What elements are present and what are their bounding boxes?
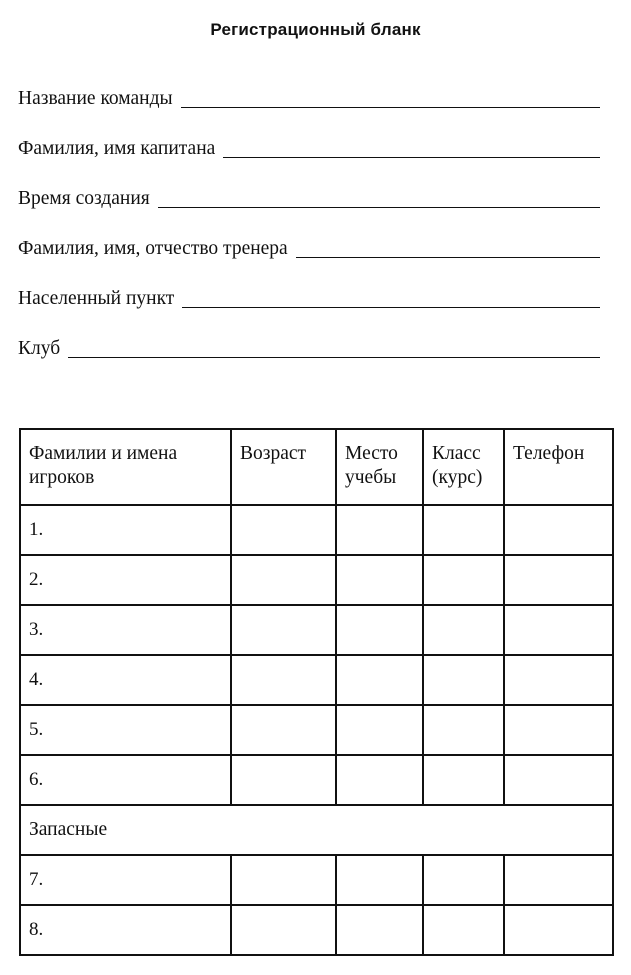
locality-field[interactable] — [18, 284, 600, 310]
row-number[interactable]: 2. — [20, 555, 231, 605]
age-cell[interactable] — [231, 905, 336, 955]
age-cell[interactable] — [231, 555, 336, 605]
header-player-names: Фамилии и имена игроков — [20, 429, 231, 505]
captain-name-label: Фамилия, имя капитана — [18, 138, 216, 159]
school-cell[interactable] — [336, 755, 423, 805]
row-number[interactable]: 3. — [20, 605, 231, 655]
grade-cell[interactable] — [423, 905, 504, 955]
grade-cell[interactable] — [423, 505, 504, 555]
club-line[interactable] — [68, 339, 600, 358]
header-grade: Класс (курс) — [423, 429, 504, 505]
reserve-header-row — [20, 805, 613, 855]
locality-line[interactable] — [182, 289, 600, 308]
grade-cell[interactable] — [423, 705, 504, 755]
table-row — [20, 905, 613, 955]
age-cell[interactable] — [231, 505, 336, 555]
age-cell[interactable] — [231, 855, 336, 905]
header-phone: Телефон — [504, 429, 613, 505]
grade-cell[interactable] — [423, 655, 504, 705]
coach-name-field[interactable] — [18, 234, 600, 260]
table-row — [20, 505, 613, 555]
phone-cell[interactable] — [504, 555, 613, 605]
club-field[interactable] — [18, 334, 600, 360]
phone-cell[interactable] — [504, 655, 613, 705]
team-name-field[interactable] — [18, 84, 600, 110]
table-row — [20, 705, 613, 755]
age-cell[interactable] — [231, 705, 336, 755]
club-label: Клуб — [18, 338, 61, 359]
phone-cell[interactable] — [504, 855, 613, 905]
grade-cell[interactable] — [423, 855, 504, 905]
reserve-label: Запасные — [20, 805, 613, 855]
creation-time-label: Время создания — [18, 188, 150, 209]
row-number[interactable]: 1. — [20, 505, 231, 555]
team-name-label: Название команды — [18, 88, 173, 109]
school-cell[interactable] — [336, 905, 423, 955]
grade-cell[interactable] — [423, 555, 504, 605]
table-row — [20, 855, 613, 905]
phone-cell[interactable] — [504, 605, 613, 655]
table-header-row — [20, 429, 613, 505]
age-cell[interactable] — [231, 655, 336, 705]
table-row — [20, 605, 613, 655]
grade-cell[interactable] — [423, 605, 504, 655]
row-number[interactable]: 5. — [20, 705, 231, 755]
school-cell[interactable] — [336, 705, 423, 755]
table-row — [20, 555, 613, 605]
school-cell[interactable] — [336, 505, 423, 555]
table-row — [20, 755, 613, 805]
captain-name-line[interactable] — [223, 139, 600, 158]
header-school: Место учебы — [336, 429, 423, 505]
phone-cell[interactable] — [504, 705, 613, 755]
phone-cell[interactable] — [504, 755, 613, 805]
locality-label: Населенный пункт — [18, 288, 175, 309]
row-number[interactable]: 8. — [20, 905, 231, 955]
creation-time-field[interactable] — [18, 184, 600, 210]
phone-cell[interactable] — [504, 505, 613, 555]
school-cell[interactable] — [336, 605, 423, 655]
form-title: Регистрационный бланк — [210, 20, 421, 39]
coach-name-line[interactable] — [296, 239, 600, 258]
row-number[interactable]: 6. — [20, 755, 231, 805]
row-number[interactable]: 4. — [20, 655, 231, 705]
team-name-line[interactable] — [181, 89, 600, 108]
school-cell[interactable] — [336, 555, 423, 605]
header-age: Возраст — [231, 429, 336, 505]
row-number[interactable]: 7. — [20, 855, 231, 905]
age-cell[interactable] — [231, 605, 336, 655]
school-cell[interactable] — [336, 655, 423, 705]
age-cell[interactable] — [231, 755, 336, 805]
table-row — [20, 655, 613, 705]
phone-cell[interactable] — [504, 905, 613, 955]
school-cell[interactable] — [336, 855, 423, 905]
captain-name-field[interactable] — [18, 134, 600, 160]
coach-name-label: Фамилия, имя, отчество тренера — [18, 238, 288, 259]
grade-cell[interactable] — [423, 755, 504, 805]
players-table — [19, 428, 614, 956]
creation-time-line[interactable] — [158, 189, 600, 208]
